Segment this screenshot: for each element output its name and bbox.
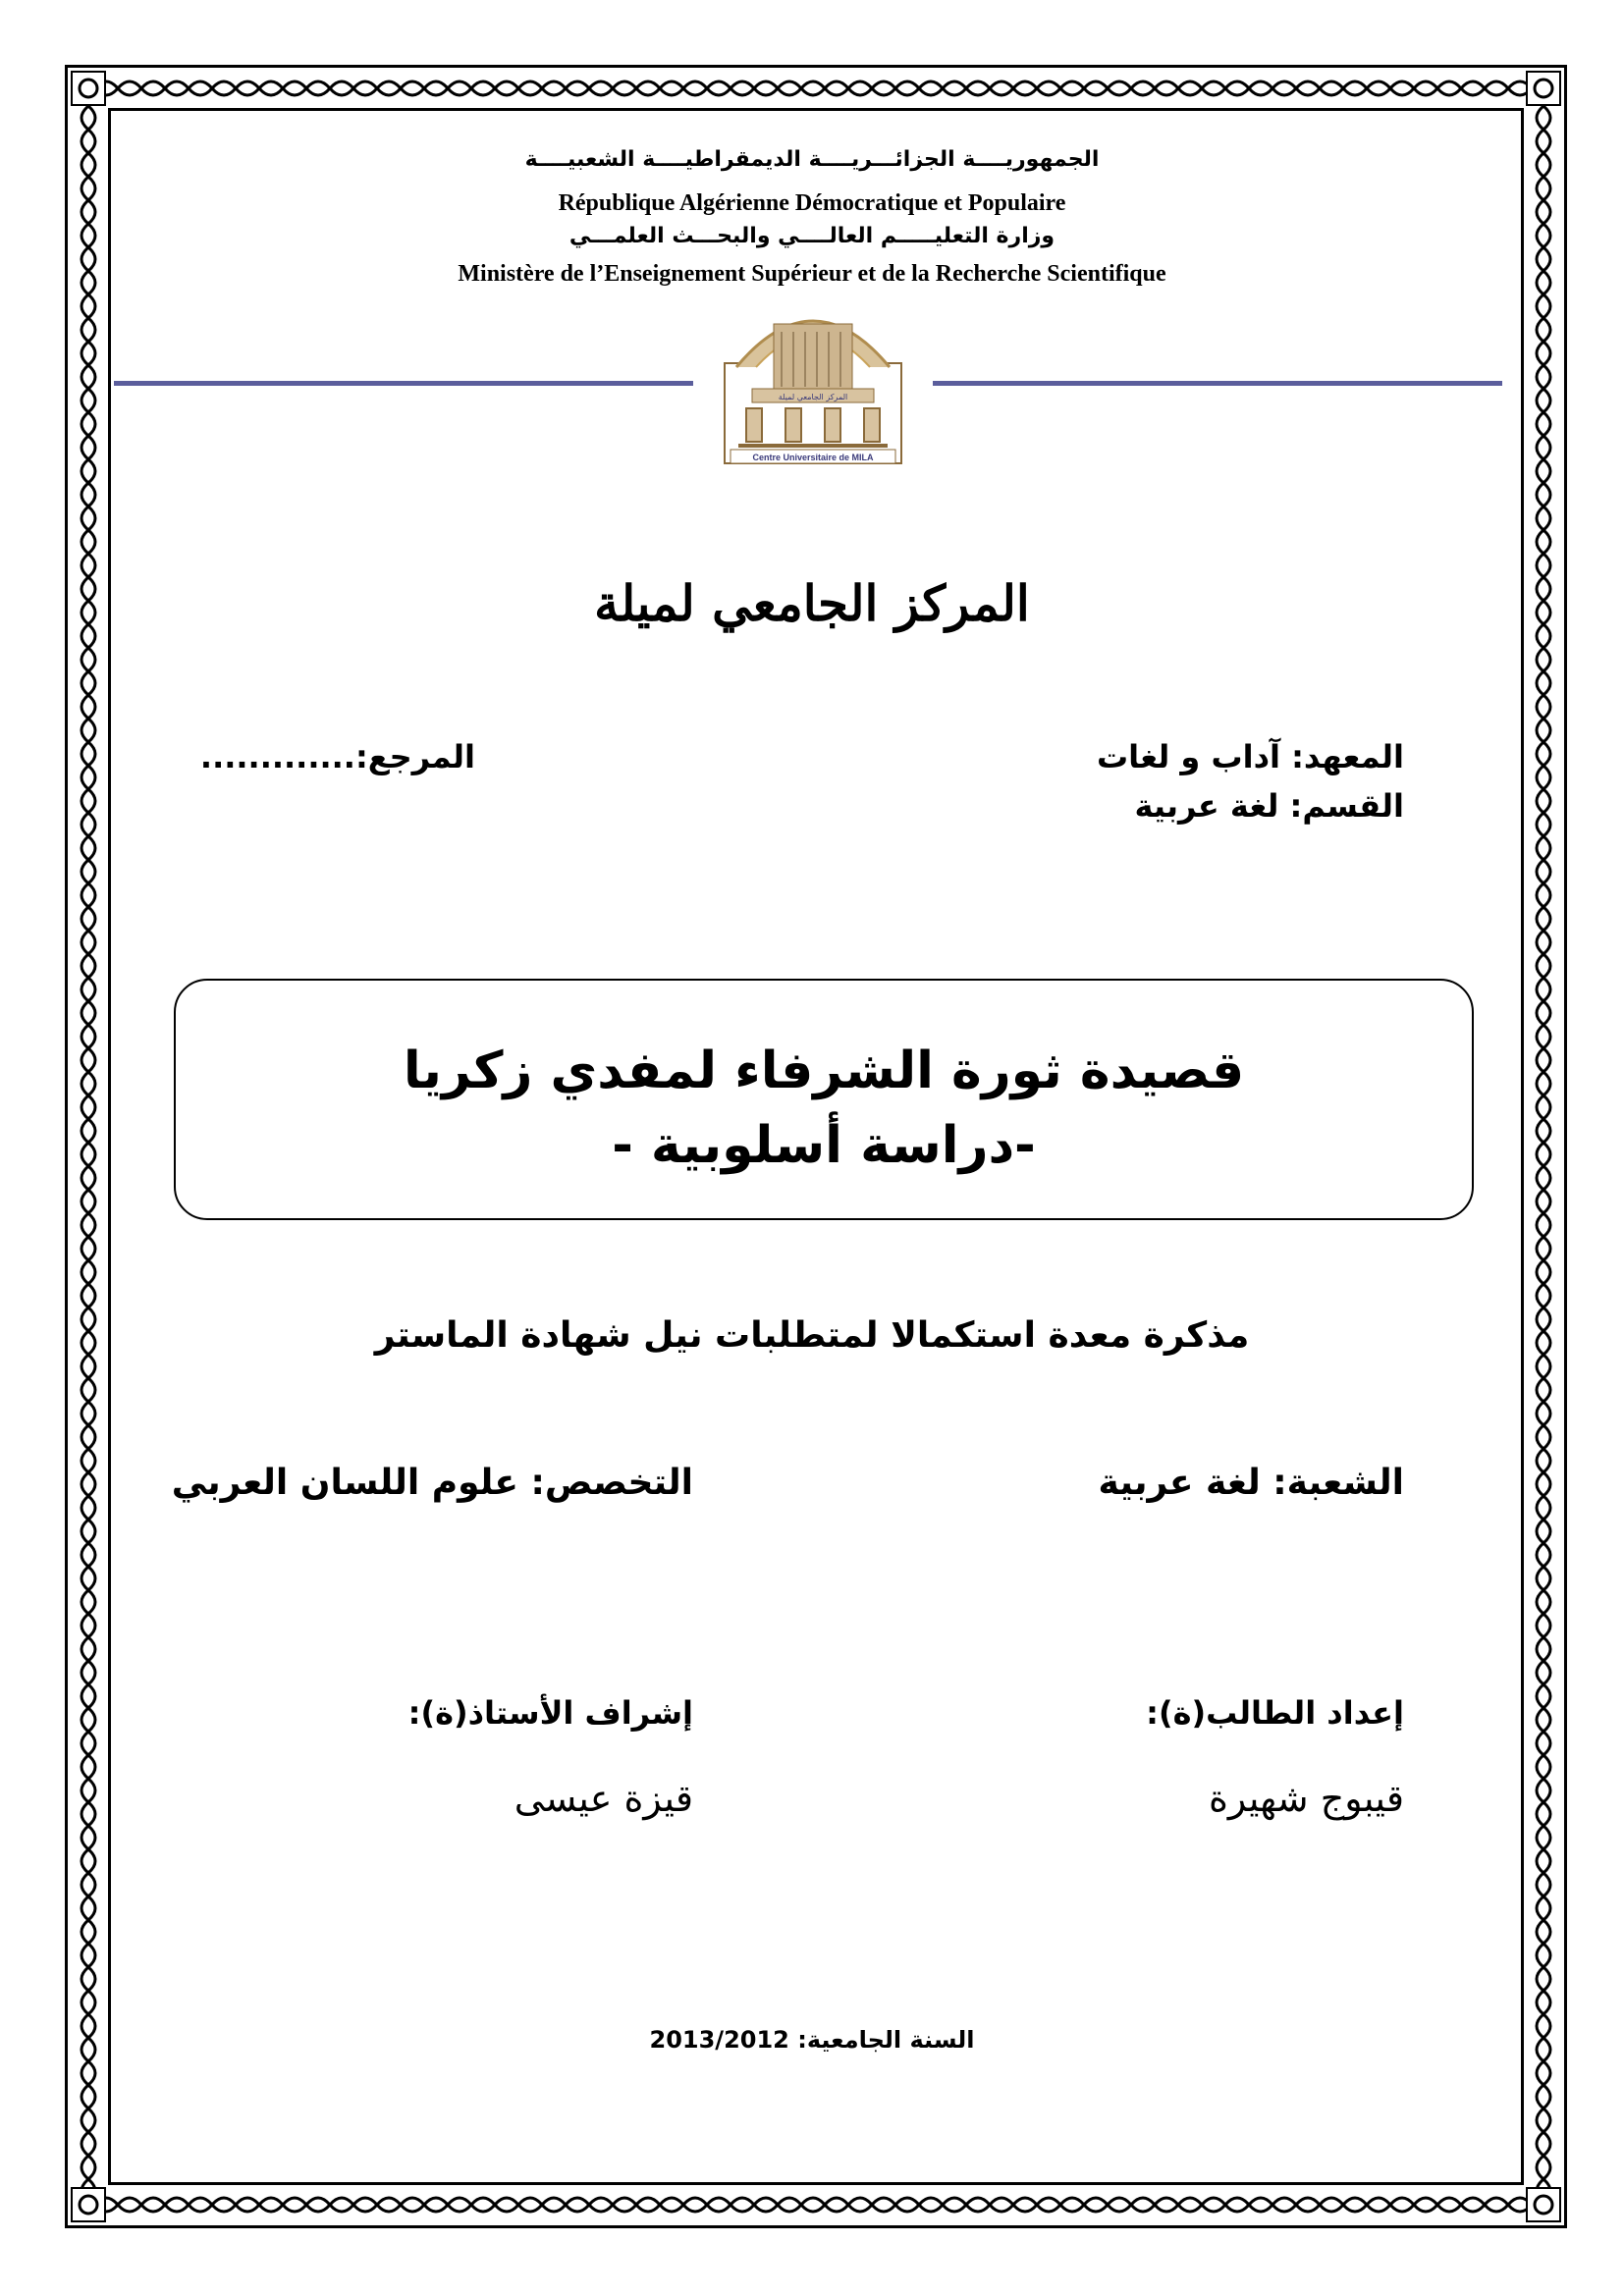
memo-text: مذكرة معدة استكمالا لمتطلبات نيل شهادة الماستر (374, 1315, 1250, 1356)
chain-border-left (71, 106, 106, 2189)
header-rule-right (933, 381, 1502, 386)
chain-border-bottom (71, 2187, 1561, 2222)
header-republic-ar: الجمهوريــــة الجزائـــريــــة الديمقراطيــــة الشعبيــــة (524, 147, 1100, 172)
specialty-label: التخصص: علوم اللسان العربي (171, 1463, 693, 1503)
student-name: قيبوج شهيرة (1208, 1777, 1404, 1820)
corner-ornament-icon (71, 71, 106, 106)
corner-ornament-icon (1526, 2187, 1561, 2222)
university-logo (717, 285, 909, 465)
header-republic-fr: République Algérienne Démocratique et Populaire (558, 190, 1066, 216)
corner-ornament-icon (71, 2187, 106, 2222)
supervisor-label: إشراف الأستاذ(ة): (407, 1694, 693, 1732)
supervisor-name: قيزة عيسى (514, 1777, 693, 1820)
logo-caption: Centre Universitaire de MILA (752, 453, 874, 462)
thesis-title-line2: -دراسة أسلوبية - (612, 1116, 1036, 1175)
thesis-title-box (174, 979, 1474, 1220)
department-label: القسم: لغة عربية (1134, 787, 1404, 825)
chain-border-top (71, 71, 1561, 106)
university-title: المركز الجامعي لميلة (594, 574, 1030, 632)
prepared-by-label: إعداد الطالب(ة): (1146, 1694, 1404, 1732)
chain-border-right (1526, 106, 1561, 2189)
reference-label: المرجع:............. (199, 738, 475, 775)
logo-banner: المركز الجامعي لميلة (778, 393, 848, 401)
header-ministry-ar: وزارة التعليـــــم العالــــي والبحـــث العلمـــي (568, 224, 1056, 248)
institute-label: المعهد: آداب و لغات (1097, 738, 1404, 775)
academic-year: السنة الجامعية: 2013/2012 (649, 2026, 975, 2054)
header-ministry-fr: Ministère de l’Enseignement Supérieur et de la Recherche Scientifique (458, 261, 1166, 287)
branch-label: الشعبة: لغة عربية (1098, 1463, 1404, 1503)
thesis-title-line1: قصيدة ثورة الشرفاء لمفدي زكريا (403, 1041, 1245, 1100)
header-rule-left (114, 381, 693, 386)
corner-ornament-icon (1526, 71, 1561, 106)
